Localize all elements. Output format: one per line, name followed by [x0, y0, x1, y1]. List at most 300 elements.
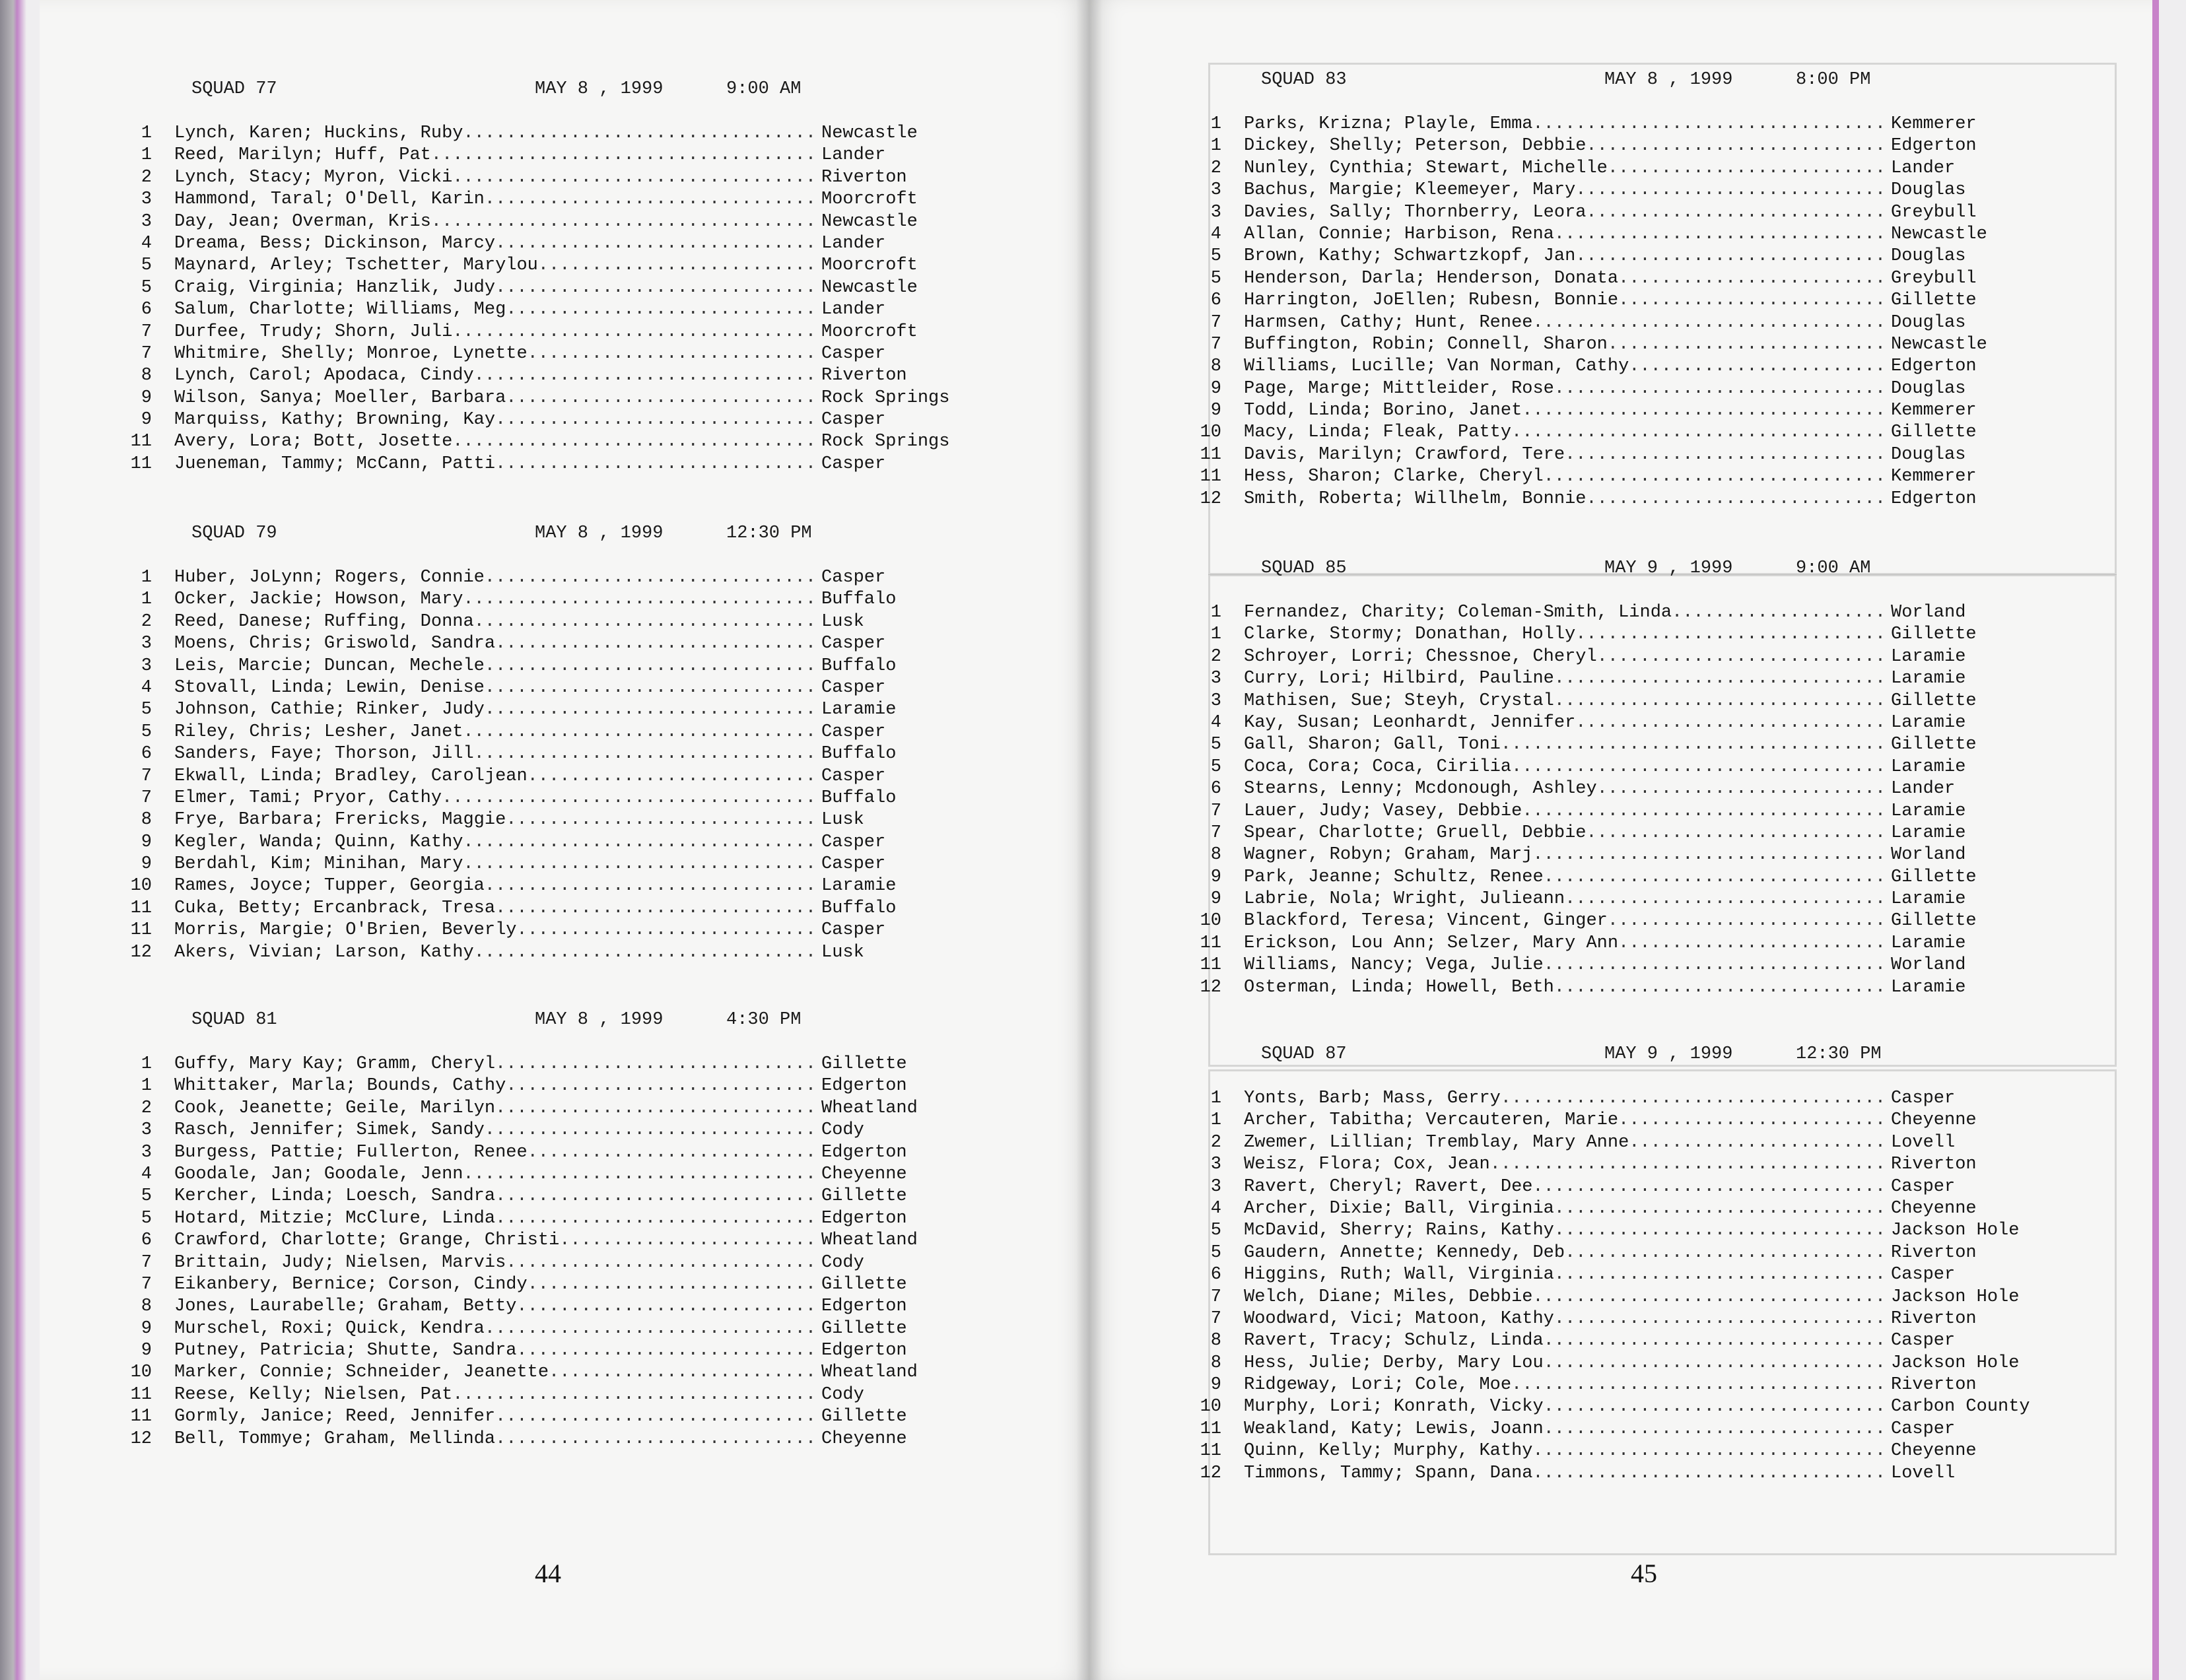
roster-row — [112, 299, 1063, 321]
dot-leader: ............................ — [516, 1341, 817, 1361]
team-names: Blackford, Teresa; Vincent, Ginger — [1244, 911, 1608, 931]
team-names: Erickson, Lou Ann; Selzer, Mary Ann — [1244, 933, 1619, 953]
team-city: Casper — [1891, 1265, 1956, 1285]
team-names: Cuka, Betty; Ercanbrack, Tresa — [174, 898, 496, 918]
lane-number: 10 — [130, 1362, 152, 1383]
lane-number: 1 — [141, 1076, 152, 1096]
team-city: Laramie — [1891, 823, 1966, 843]
dot-leader: ............................... — [1554, 1265, 1886, 1285]
team-names: Quinn, Kelly; Murphy, Kathy — [1244, 1441, 1533, 1462]
team-city: Casper — [1891, 1419, 1956, 1439]
team-names: Spear, Charlotte; Gruell, Debbie — [1244, 823, 1587, 843]
dot-leader: ............................. — [506, 810, 817, 830]
dot-leader: .............................. — [495, 1208, 817, 1228]
roster-row — [1182, 734, 2133, 756]
squad-label: SQUAD 81 — [191, 1010, 277, 1030]
team-names: Hess, Julie; Derby, Mary Lou — [1244, 1353, 1544, 1373]
dot-leader: .................................. — [452, 1384, 817, 1405]
team-names: Gall, Sharon; Gall, Toni — [1244, 735, 1501, 755]
team-city: Casper — [821, 454, 886, 474]
lane-number: 1 — [141, 145, 152, 166]
team-names: Archer, Dixie; Ball, Virginia — [1244, 1198, 1554, 1219]
team-city: Cody — [821, 1384, 864, 1405]
roster-row — [1182, 1440, 2133, 1462]
team-city: Edgerton — [821, 1142, 907, 1162]
team-names: Brittain, Judy; Nielsen, Marvis — [174, 1252, 506, 1273]
lane-number: 11 — [1200, 467, 1221, 487]
team-names: Durfee, Trudy; Shorn, Juli — [174, 321, 453, 342]
dot-leader: ............................... — [1554, 1221, 1886, 1241]
lane-number: 4 — [1210, 1198, 1221, 1219]
lane-number: 1 — [1210, 1110, 1221, 1131]
team-city: Lander — [821, 300, 886, 320]
roster-row — [112, 875, 1063, 897]
dot-leader: ............................... — [484, 677, 817, 698]
team-city: Lander — [821, 233, 886, 253]
team-names: Ravert, Tracy; Schulz, Linda — [1244, 1331, 1544, 1351]
lane-number: 8 — [1210, 1353, 1221, 1373]
team-city: Wheatland — [821, 1098, 918, 1118]
team-names: Park, Jeanne; Schultz, Renee — [1244, 867, 1544, 887]
roster-row — [1182, 114, 2133, 135]
lane-number: 12 — [130, 942, 152, 962]
team-city: Lusk — [821, 611, 864, 632]
team-names: Ocker, Jackie; Howson, Mary — [174, 589, 463, 610]
team-city: Laramie — [821, 876, 897, 896]
team-names: Harmsen, Cathy; Hunt, Renee — [1244, 312, 1533, 333]
team-city: Cheyenne — [1891, 1198, 1977, 1219]
team-names: Curry, Lori; Hilbird, Pauline — [1244, 669, 1554, 689]
lane-number: 9 — [1210, 1375, 1221, 1395]
dot-leader: ......................... — [1618, 933, 1886, 953]
team-names: Murphy, Lori; Konrath, Vicky — [1244, 1397, 1544, 1417]
roster-row — [1182, 910, 2133, 932]
team-names: Kercher, Linda; Loesch, Sandra — [174, 1186, 496, 1207]
roster-row — [1182, 1463, 2133, 1485]
right-page — [1089, 0, 2159, 1680]
roster-row — [1182, 400, 2133, 422]
dot-leader: .......................... — [1607, 158, 1886, 178]
roster-row — [1182, 1374, 2133, 1396]
dot-leader: .................................. — [452, 321, 817, 342]
lane-number: 2 — [141, 611, 152, 632]
roster-row — [112, 766, 1063, 788]
team-city: Laramie — [1891, 712, 1966, 733]
squad-header — [1182, 1044, 2133, 1071]
roster-row — [1182, 290, 2133, 312]
dot-leader: .............................. — [1565, 889, 1886, 910]
lane-number: 3 — [141, 189, 152, 210]
roster-row — [112, 677, 1063, 699]
team-city: Buffalo — [821, 898, 897, 918]
squad-label: SQUAD 87 — [1261, 1044, 1347, 1064]
dot-leader: .............................. — [495, 233, 817, 253]
team-names: Murschel, Roxi; Quick, Kendra — [174, 1318, 485, 1339]
team-city: Casper — [1891, 1331, 1956, 1351]
team-city: Laramie — [1891, 646, 1966, 667]
lane-number: 11 — [130, 1384, 152, 1405]
roster-row — [112, 1362, 1063, 1384]
roster-row — [112, 211, 1063, 233]
team-names: Williams, Lucille; Van Norman, Cathy — [1244, 356, 1629, 377]
team-names: Yonts, Barb; Mass, Gerry — [1244, 1089, 1501, 1108]
team-names: Cook, Jeanette; Geile, Marilyn — [174, 1098, 496, 1118]
team-names: Williams, Nancy; Vega, Julie — [1244, 955, 1544, 976]
team-names: Berdahl, Kim; Minihan, Mary — [174, 854, 463, 875]
dot-leader: ................................. — [1532, 1176, 1886, 1197]
team-names: Lynch, Stacy; Myron, Vicki — [174, 167, 453, 187]
team-names: Nunley, Cynthia; Stewart, Michelle — [1244, 158, 1608, 178]
roster-row — [1182, 823, 2133, 844]
roster-row — [112, 942, 1063, 964]
team-city: Lusk — [821, 810, 864, 830]
team-city: Kemmerer — [1891, 114, 1977, 134]
dot-leader: ................................ — [1543, 1353, 1886, 1373]
team-city: Gillette — [821, 1274, 907, 1294]
team-city: Douglas — [1891, 180, 1966, 201]
squad-date: MAY 8 , 1999 — [535, 1010, 664, 1030]
team-names: Woodward, Vici; Matoon, Kathy — [1244, 1308, 1554, 1329]
lane-number: 6 — [1210, 779, 1221, 799]
lane-number: 12 — [1200, 1463, 1221, 1483]
lane-number: 2 — [141, 1098, 152, 1118]
team-names: Wilson, Sanya; Moeller, Barbara — [174, 387, 506, 408]
lane-number: 5 — [141, 1186, 152, 1207]
roster-row — [1182, 646, 2133, 668]
team-city: Casper — [821, 343, 886, 364]
lane-number: 4 — [141, 677, 152, 698]
roster-row — [112, 1428, 1063, 1450]
lane-number: 9 — [141, 1341, 152, 1361]
roster-row — [112, 854, 1063, 875]
lane-number: 1 — [141, 589, 152, 610]
lane-number: 7 — [141, 788, 152, 808]
lane-number: 4 — [1210, 224, 1221, 244]
roster-row — [1182, 158, 2133, 180]
roster-row — [1182, 1110, 2133, 1131]
dot-leader: .................................... — [430, 145, 817, 166]
team-city: Lusk — [821, 942, 864, 962]
lane-number: 8 — [1210, 845, 1221, 865]
roster-row — [112, 409, 1063, 431]
team-names: Jueneman, Tammy; McCann, Patti — [174, 454, 496, 474]
squad-header — [112, 1010, 1063, 1036]
lane-number: 8 — [141, 810, 152, 830]
team-city: Casper — [821, 722, 886, 742]
lane-number: 7 — [1210, 801, 1221, 821]
roster-row — [112, 387, 1063, 409]
roster-row — [1182, 844, 2133, 866]
roster-row — [1182, 180, 2133, 201]
lane-number: 8 — [141, 1296, 152, 1317]
dot-leader: ............................... — [1554, 224, 1886, 244]
roster-row — [112, 699, 1063, 721]
dot-leader: .............................. — [495, 1054, 817, 1074]
team-names: Higgins, Ruth; Wall, Virginia — [1244, 1265, 1554, 1285]
team-city: Laramie — [1891, 756, 1966, 777]
team-city: Casper — [821, 832, 886, 852]
team-city: Casper — [821, 634, 886, 654]
roster-row — [1182, 1176, 2133, 1198]
team-names: Craig, Virginia; Hanzlik, Judy — [174, 277, 496, 298]
team-names: Ridgeway, Lori; Cole, Moe — [1244, 1375, 1512, 1395]
team-names: Lynch, Karen; Huckins, Ruby — [174, 123, 463, 143]
dot-leader: ............................... — [1554, 977, 1886, 997]
team-city: Newcastle — [821, 123, 918, 143]
team-names: Hammond, Taral; O'Dell, Karin — [174, 189, 485, 210]
lane-number: 11 — [130, 454, 152, 474]
lane-number: 5 — [1210, 1221, 1221, 1241]
team-city: Newcastle — [1891, 334, 1987, 354]
team-names: Whittaker, Marla; Bounds, Cathy — [174, 1076, 506, 1096]
dot-leader: ............................. — [1575, 180, 1886, 201]
team-names: Bachus, Margie; Kleemeyer, Mary — [1244, 180, 1576, 201]
roster-row — [1182, 624, 2133, 646]
dot-leader: ............................... — [1554, 1308, 1886, 1329]
lane-number: 1 — [1210, 136, 1221, 156]
page-number: 45 — [1631, 1559, 1657, 1588]
roster-row — [112, 1318, 1063, 1340]
lane-number: 3 — [1210, 690, 1221, 711]
roster-row — [1182, 778, 2133, 800]
dot-leader: .............................. — [495, 277, 817, 298]
team-city: Riverton — [1891, 1308, 1977, 1329]
team-names: Eikanbery, Bernice; Corson, Cindy — [174, 1274, 528, 1294]
team-city: Buffalo — [821, 744, 897, 764]
lane-number: 7 — [141, 1252, 152, 1273]
team-city: Lovell — [1891, 1463, 1956, 1483]
lane-number: 2 — [141, 167, 152, 187]
dot-leader: ................................. — [1532, 1441, 1886, 1462]
team-names: Macy, Linda; Fleak, Patty — [1244, 422, 1512, 443]
lane-number: 5 — [141, 700, 152, 720]
team-city: Buffalo — [821, 788, 897, 808]
squad-roster — [1182, 114, 2133, 510]
team-names: Hotard, Mitzie; McClure, Linda — [174, 1208, 496, 1228]
team-city: Cody — [821, 1252, 864, 1273]
dot-leader: ............................. — [506, 1252, 817, 1273]
team-names: Putney, Patricia; Shutte, Sandra — [174, 1341, 517, 1361]
roster-row — [1182, 889, 2133, 910]
team-names: Kay, Susan; Leonhardt, Jennifer — [1244, 712, 1576, 733]
lane-number: 7 — [141, 1274, 152, 1294]
squad-time: 9:00 AM — [1796, 558, 1871, 578]
team-city: Buffalo — [821, 589, 897, 610]
team-names: Leis, Marcie; Duncan, Mechele — [174, 655, 485, 676]
dot-leader: ........................ — [1629, 1132, 1886, 1153]
dot-leader: ........................... — [527, 766, 817, 786]
lane-number: 12 — [1200, 977, 1221, 997]
roster-row — [1182, 977, 2133, 999]
team-city: Cody — [821, 1120, 864, 1141]
squad-time: 8:00 PM — [1796, 70, 1871, 90]
team-names: Weakland, Katy; Lewis, Joann — [1244, 1419, 1544, 1439]
roster-row — [112, 431, 1063, 453]
team-names: Salum, Charlotte; Williams, Meg — [174, 300, 506, 320]
team-names: Dickey, Shelly; Peterson, Debbie — [1244, 136, 1587, 156]
dot-leader: ............................... — [1554, 669, 1886, 689]
lane-number: 6 — [1210, 290, 1221, 311]
lane-number: 10 — [1200, 911, 1221, 931]
lane-number: 11 — [1200, 444, 1221, 465]
lane-number: 7 — [141, 321, 152, 342]
team-city: Casper — [821, 920, 886, 941]
dot-leader: ............................... — [484, 189, 817, 210]
team-names: Welch, Diane; Miles, Debbie — [1244, 1287, 1533, 1307]
team-city: Newcastle — [821, 277, 918, 298]
team-city: Cheyenne — [1891, 1441, 1977, 1462]
team-city: Rock Springs — [821, 387, 950, 408]
dot-leader: .................... — [1672, 603, 1886, 622]
lane-number: 9 — [141, 854, 152, 875]
roster-row — [1182, 801, 2133, 823]
dot-leader: ............................ — [1586, 823, 1886, 843]
dot-leader: ................................ — [1543, 1331, 1886, 1351]
dot-leader: ............................... — [1554, 690, 1886, 711]
team-names: Sanders, Faye; Thorson, Jill — [174, 744, 474, 764]
lane-number: 5 — [141, 722, 152, 742]
squad-roster — [112, 567, 1063, 964]
team-city: Rock Springs — [821, 432, 950, 452]
team-names: Brown, Kathy; Schwartzkopf, Jan — [1244, 246, 1576, 267]
roster-row — [1182, 712, 2133, 734]
team-city: Douglas — [1891, 378, 1966, 399]
roster-row — [1182, 955, 2133, 976]
dot-leader: ................................. — [463, 722, 817, 742]
lane-number: 4 — [1210, 712, 1221, 733]
team-names: Ravert, Cheryl; Ravert, Dee — [1244, 1176, 1533, 1197]
team-names: Elmer, Tami; Pryor, Cathy — [174, 788, 442, 808]
team-names: Goodale, Jan; Goodale, Jenn — [174, 1164, 463, 1184]
roster-row — [1182, 356, 2133, 378]
team-names: Ekwall, Linda; Bradley, Caroljean — [174, 766, 528, 786]
team-city: Casper — [821, 766, 886, 786]
team-names: Schroyer, Lorri; Chessnoe, Cheryl — [1244, 646, 1597, 667]
dot-leader: .............................. — [495, 410, 817, 430]
team-city: Riverton — [821, 167, 907, 187]
dot-leader: .................................... — [1500, 1089, 1886, 1108]
team-city: Worland — [1891, 603, 1966, 622]
dot-leader: ............................. — [506, 387, 817, 408]
roster-row — [112, 567, 1063, 589]
team-names: Osterman, Linda; Howell, Beth — [1244, 977, 1554, 997]
team-city: Gillette — [1891, 422, 1977, 443]
roster-row — [112, 454, 1063, 475]
team-city: Laramie — [1891, 933, 1966, 953]
team-city: Buffalo — [821, 655, 897, 676]
lane-number: 10 — [1200, 1397, 1221, 1417]
team-names: Avery, Lora; Bott, Josette — [174, 432, 453, 452]
lane-number: 11 — [1200, 1441, 1221, 1462]
lane-number: 3 — [141, 211, 152, 232]
squad-time: 4:30 PM — [726, 1010, 802, 1030]
team-city: Gillette — [821, 1318, 907, 1339]
team-city: Casper — [821, 677, 886, 698]
dot-leader: ............................... — [484, 568, 817, 588]
lane-number: 12 — [130, 1428, 152, 1449]
dot-leader: ................................. — [1532, 114, 1886, 134]
lane-number: 4 — [141, 233, 152, 253]
lane-number: 1 — [141, 568, 152, 588]
team-names: Weisz, Flora; Cox, Jean — [1244, 1155, 1490, 1175]
squad-date: MAY 8 , 1999 — [1604, 70, 1733, 90]
roster-row — [1182, 334, 2133, 356]
dot-leader: .............................. — [495, 898, 817, 918]
team-names: Reed, Danese; Ruffing, Donna — [174, 611, 474, 632]
roster-row — [112, 1164, 1063, 1186]
dot-leader: ............................... — [484, 655, 817, 676]
team-names: Huber, JoLynn; Rogers, Connie — [174, 568, 485, 588]
squad-roster — [1182, 602, 2133, 999]
roster-row — [1182, 1264, 2133, 1286]
lane-number: 1 — [1210, 114, 1221, 134]
team-city: Edgerton — [821, 1296, 907, 1317]
roster-row — [112, 1296, 1063, 1318]
team-city: Newcastle — [821, 211, 918, 232]
lane-number: 1 — [1210, 1089, 1221, 1108]
roster-row — [112, 145, 1063, 166]
roster-row — [112, 832, 1063, 854]
team-city: Wheatland — [821, 1362, 918, 1383]
lane-number: 5 — [1210, 756, 1221, 777]
team-city: Laramie — [1891, 977, 1966, 997]
dot-leader: ................................ — [1543, 467, 1886, 487]
roster-row — [112, 123, 1063, 145]
lane-number: 7 — [1210, 823, 1221, 843]
roster-row — [1182, 867, 2133, 889]
roster-row — [112, 633, 1063, 655]
dot-leader: ........................... — [1596, 779, 1886, 799]
dot-leader: ................................ — [1543, 1419, 1886, 1439]
roster-row — [1182, 224, 2133, 246]
team-names: Zwemer, Lillian; Tremblay, Mary Anne — [1244, 1132, 1629, 1153]
roster-row — [112, 1384, 1063, 1406]
roster-row — [112, 255, 1063, 277]
lane-number: 8 — [141, 366, 152, 386]
dot-leader: ........................... — [527, 1142, 817, 1162]
lane-number: 11 — [130, 432, 152, 452]
dot-leader: ............................ — [1586, 136, 1886, 156]
squad-time: 12:30 PM — [1796, 1044, 1882, 1064]
lane-number: 7 — [1210, 312, 1221, 333]
team-city: Greybull — [1891, 268, 1977, 288]
squad-date: MAY 8 , 1999 — [535, 523, 664, 543]
dot-leader: ............................. — [506, 300, 817, 320]
dot-leader: ................................ — [473, 366, 817, 386]
team-city: Worland — [1891, 955, 1966, 976]
dot-leader: .............................. — [495, 1407, 817, 1427]
lane-number: 9 — [1210, 378, 1221, 399]
dot-leader: ................................... — [1511, 422, 1886, 443]
team-names: Johnson, Cathie; Rinker, Judy — [174, 700, 485, 720]
dot-leader: ............................. — [1575, 624, 1886, 645]
team-names: Hess, Sharon; Clarke, Cheryl — [1244, 467, 1544, 487]
dot-leader: ............................... — [484, 1318, 817, 1339]
roster-row — [112, 233, 1063, 255]
squad-date: MAY 9 , 1999 — [1604, 558, 1733, 578]
roster-row — [1182, 312, 2133, 334]
lane-number: 11 — [130, 920, 152, 941]
dot-leader: ................................. — [1532, 1463, 1886, 1483]
roster-row — [1182, 668, 2133, 690]
team-names: McDavid, Sherry; Rains, Kathy — [1244, 1221, 1554, 1241]
team-names: Labrie, Nola; Wright, Julieann — [1244, 889, 1565, 910]
team-city: Carbon County — [1891, 1397, 2030, 1417]
dot-leader: .............................. — [495, 1186, 817, 1207]
team-names: Smith, Roberta; Willhelm, Bonnie — [1244, 488, 1587, 509]
dot-leader: ............................... — [1554, 1198, 1886, 1219]
dot-leader: .......................... — [1607, 911, 1886, 931]
